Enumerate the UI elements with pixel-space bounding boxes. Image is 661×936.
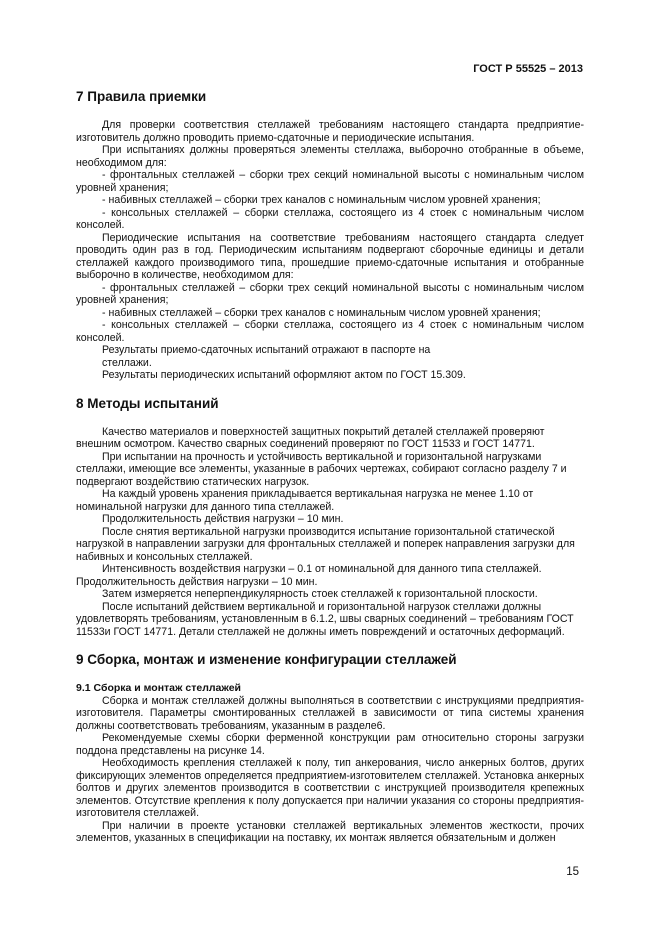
paragraph: Результаты периодических испытаний оформляют актом по ГОСТ 15.309. bbox=[102, 369, 466, 381]
paragraph: На каждый уровень хранения прикладывается вертикальная нагрузка не менее 1.10 от номинальной нагрузки для данного типа стеллажей. bbox=[76, 488, 534, 513]
paragraph: Сборка и монтаж стеллажей должны выполняться в соответствии с инструкциями предприятия-изготовителя. Параметры смонтированных стеллажей в зависимости от типа системы хранения должны соответствовать требованиям, указанным в разделе6. bbox=[76, 694, 584, 732]
paragraph: При наличии в проекте установки стеллажей вертикальных элементов жесткости, прочих элементов, указанных в спецификации на поставку, их монтаж является обязательным и должен bbox=[76, 819, 584, 844]
paragraph: Качество материалов и поверхностей защитных покрытий деталей стеллажей проверяют внешним осмотром. Качество сварных соединений проверяют по ГОСТ 11533 и ГОСТ 14771. bbox=[76, 425, 545, 450]
paragraph: Необходимость крепления стеллажей к полу, тип анкерования, число анкерных болтов, других фиксирующих элементов определяется предприятием-изготовителем стеллажей. Установка анкерных болтов и других элементов производится в соответствии с инструкцией производителя крепежных элементов. Отсутствие крепления к полу допускается при наличии указания со стороны предприятия-изготовителя стеллажей. bbox=[76, 757, 584, 819]
section-7-heading: 7 Правила приемки bbox=[76, 89, 207, 104]
list-item: - консольных стеллажей – сборки стеллажа, состоящего из 4 стоек с номинальным числом консолей. bbox=[76, 319, 584, 344]
paragraph: Периодические испытания на соответствие требованиям настоящего стандарта следует проводить один раз в год. Периодическим испытаниям подвергают сборочные единицы и детали стеллажей каждого производимого типа, прошедшие приемо-сдаточные испытания и отобранные выборочно в количестве, необходимом для: bbox=[76, 231, 584, 281]
paragraph: Продолжительность действия нагрузки – 10 мин. bbox=[76, 575, 318, 588]
list-item: - фронтальных стеллажей – сборки трех секций номинальной высоты с номинальным числом уровней хранения; bbox=[76, 169, 584, 194]
section-9-heading: 9 Сборка, монтаж и изменение конфигурации стеллажей bbox=[76, 652, 457, 667]
paragraph: При испытании на прочность и устойчивость вертикальной и горизонтальной нагрузками стеллажи, имеющие все элементы, указанные в рабочих чертежах, собирают согласно разделу 7 и подвергают воздействию статических нагрузок. bbox=[76, 450, 567, 488]
paragraph: Затем измеряется неперпендикулярность стоек стеллажей к горизонтальной плоскости. bbox=[102, 588, 538, 600]
paragraph: После испытаний действием вертикальной и горизонтальной нагрузок стеллажи должны удовлетворять требованиям, установленным в 6.1.2, швы сварных соединений – требованиям ГОСТ 11533и ГОСТ 14771. Детали стеллажей не должны иметь повреждений и остаточных деформаций. bbox=[76, 600, 574, 638]
paragraph: Рекомендуемые схемы сборки ферменной конструкции рам относительно стороны загрузки поддона представлены на рисунке 14. bbox=[76, 732, 584, 757]
paragraph: При испытаниях должны проверяться элементы стеллажа, выборочно отобранные в объеме, необходимом для: bbox=[76, 144, 584, 169]
page-number: 15 bbox=[566, 866, 579, 878]
paragraph: Результаты приемо-сдаточных испытаний отражают в паспорте на bbox=[102, 344, 431, 356]
paragraph: Для проверки соответствия стеллажей требованиям настоящего стандарта предприятие-изготовитель должно проводить приемо-сдаточные и периодические испытания. bbox=[76, 119, 584, 144]
list-item: - набивных стеллажей – сборки трех каналов с номинальным числом уровней хранения; bbox=[102, 194, 541, 206]
paragraph: Продолжительность действия нагрузки – 10 мин. bbox=[102, 513, 344, 525]
section-8-heading: 8 Методы испытаний bbox=[76, 395, 219, 411]
section-7-body bbox=[76, 119, 584, 382]
list-item: - консольных стеллажей – сборки стеллажа, состоящего из 4 стоек с номинальным числом консолей. bbox=[76, 206, 584, 231]
subsection-9-1-heading: 9.1 Сборка и монтаж стеллажей bbox=[76, 682, 241, 694]
document-code-header: ГОСТ Р 55525 – 2013 bbox=[473, 63, 583, 75]
paragraph: После снятия вертикальной нагрузки производится испытание горизонтальной статической нагрузкой в направлении загрузки для фронтальных стеллажей и поперек направления загрузки для набивных и консольных стеллажей. bbox=[76, 525, 575, 563]
list-item: - фронтальных стеллажей – сборки трех секций номинальной высоты с номинальным числом уровней хранения; bbox=[76, 281, 584, 306]
section-9-body bbox=[76, 695, 584, 845]
paragraph: Интенсивность воздействия нагрузки – 0.1 от номинальной для данного типа стеллажей. bbox=[102, 563, 542, 575]
list-item: - набивных стеллажей – сборки трех каналов с номинальным числом уровней хранения; bbox=[102, 306, 541, 319]
paragraph: стеллажи. bbox=[102, 356, 152, 369]
page-content bbox=[76, 89, 584, 845]
section-8-body bbox=[76, 426, 584, 639]
